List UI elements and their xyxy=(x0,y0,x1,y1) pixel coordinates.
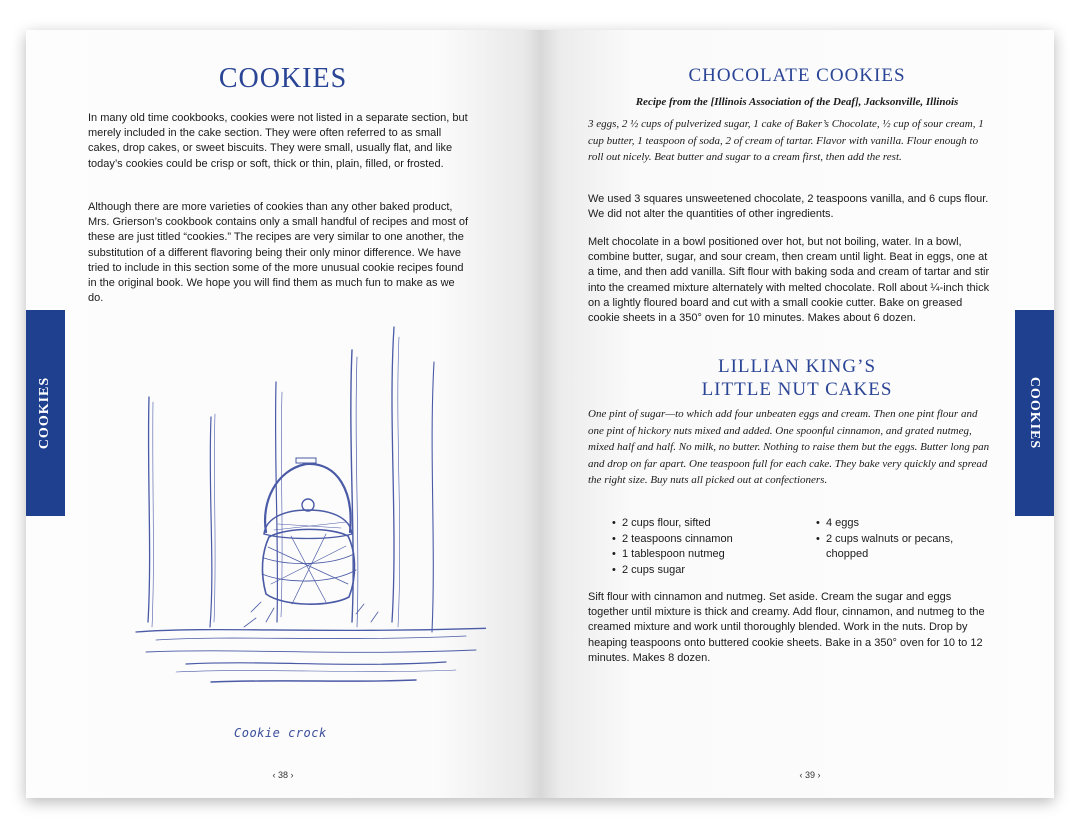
ingredients-list-left xyxy=(612,516,802,578)
page-number-left: ‹ 38 › xyxy=(272,770,294,780)
list-item: • 2 cups walnuts or pecans, chopped xyxy=(816,532,976,563)
side-tab xyxy=(26,310,65,516)
illustration-caption: Cookie crock xyxy=(234,726,327,740)
original-recipe-nut-cakes: One pint of sugar—to which add four unbeaten eggs and cream. Then one pint flour and one pint of hickory nuts mixed and added. One spoonful cinnamon, and grated nutmeg, mixed half and half. No milk, no butter. Nothing to raise them but the eggs. Butter long pan and drop on far apart. One teaspoon full for each cake. They bake very quickly and spread the right size. Buy nuts all picked out at confectioners. xyxy=(588,408,990,486)
list-item: • 2 teaspoons cinnamon xyxy=(612,532,802,548)
side-tab-label: COOKIES xyxy=(1027,376,1043,450)
book-spread xyxy=(26,30,1054,798)
original-recipe-chocolate: 3 eggs, 2 ½ cups of pulverized sugar, 1 cake of Baker’s Chocolate, ½ cup of sour cream, 1 cup butter, 1 teaspoon of soda, 2 of cream of tartar. Flavor with vanilla. Flour enough to roll out nicely. Beat butter and sugar to a cream first, then add the rest. xyxy=(588,118,984,163)
method-nut-cakes: Sift flour with cinnamon and nutmeg. Set aside. Cream the sugar and eggs together until mixture is thick and creamy. Add flour, cinnamon, and nutmeg to the creamed mixture and work until thoroughly blended. Work in the nuts. Drop by heaping teaspoons onto buttered cookie sheets. Bake in a 350° oven for 10 to 12 minutes. Makes 8 dozen. xyxy=(588,591,985,664)
cookie-crock-illustration xyxy=(116,322,486,702)
intro-paragraph-1: In many old time cookbooks, cookies were not listed in a separate section, but merely included in the cake section. They were often referred to as small cakes, drop cakes, or sweet biscuits. They were small, usually flat, and like today’s cookies could be crisp or soft, thick or thin, plain, filled, or frosted. xyxy=(88,112,468,170)
recipe-source: Recipe from the [Illinois Association of the Deaf], Jacksonville, Illinois xyxy=(635,96,959,108)
page-title: COOKIES xyxy=(218,63,348,94)
recipe-title-chocolate-cookies: CHOCOLATE COOKIES xyxy=(688,65,906,86)
list-item: • 2 cups sugar xyxy=(612,563,802,579)
side-tab xyxy=(1015,310,1054,516)
ingredients-list-right xyxy=(816,516,976,563)
right-page xyxy=(540,30,1054,798)
side-tab-label: COOKIES xyxy=(37,376,53,450)
intro-paragraph-2: Although there are more varieties of cookies than any other baked product, Mrs. Grierson’s cookbook contains only a small handful of recipes and most of these are just titled “cookies.” The recipes are very similar to one another, the substitution of a different flavoring being their only minor difference. We have tried to include in this section some of the more unusual cookie recipes found in the original book. We hope you will find them as much fun to make as we do. xyxy=(88,201,469,305)
method-chocolate: Melt chocolate in a bowl positioned over hot, but not boiling, water. In a bowl, combine butter, sugar, and sour cream, then cream until light. Beat in eggs, one at a time, and then add vanilla. Sift flour with baking soda and cream of tartar and stir into the creamed mixture alternately with melted chocolate. Roll about ¼-inch thick on a lightly floured board and cut with a small cookie cutter. Bake on greased cookie sheets in a 350° oven for 10 minutes. Makes about 6 dozen. xyxy=(588,236,990,325)
left-page xyxy=(26,30,540,798)
list-item: • 4 eggs xyxy=(816,516,976,532)
list-item: • 1 tablespoon nutmeg xyxy=(612,547,802,563)
recipe-title-nut-cakes-line2: LITTLE NUT CAKES xyxy=(701,379,893,400)
page-number-right: ‹ 39 › xyxy=(799,770,821,780)
recipe-notes-chocolate: We used 3 squares unsweetened chocolate, 2 teaspoons vanilla, and 6 cups flour. We did not alter the quantities of other ingredients. xyxy=(588,193,989,221)
recipe-title-nut-cakes-line1: LILLIAN KING’S xyxy=(717,356,877,377)
list-item: • 2 cups flour, sifted xyxy=(612,516,802,532)
